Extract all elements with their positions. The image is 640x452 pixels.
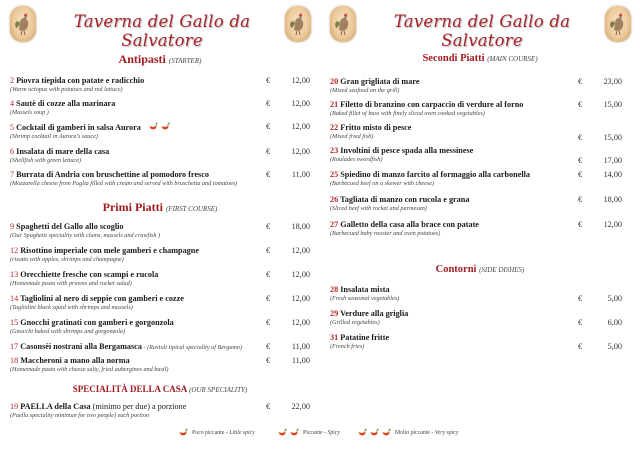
item-name: Patatine fritte	[340, 333, 390, 342]
section-title-text: Primi Piatti	[102, 200, 163, 214]
item-name-suffix: (minimo per due) a porzione	[90, 402, 187, 411]
item-description: (Homemade pasta with prawns and rocket salad)	[10, 280, 132, 287]
item-price: € 5,00	[578, 342, 622, 351]
item-description: (Tagliolini black squid with shrimps and mussels)	[10, 304, 133, 311]
item-number: 23	[330, 146, 339, 155]
item-name: Galletto della casa alla brace con patate	[340, 220, 479, 229]
item-description: (Grilled vegetables)	[330, 319, 380, 326]
legend-label: Molto piccante - Very spicy	[395, 429, 459, 436]
item-number: 6	[10, 147, 15, 156]
item-name: Spiedino di manzo farcito al formaggio alla carbonella	[340, 170, 530, 179]
item-name: Filetto di branzino con carpaccio di verdure al forno	[340, 100, 524, 109]
item-price: € 12,00	[266, 294, 310, 303]
item-name: Spaghetti del Gallo allo scoglio	[16, 222, 124, 231]
item-description: - (Ravioli tipical speciality of Bergamo)	[141, 344, 243, 351]
item-name: Gran grigliata di mare	[340, 77, 420, 86]
section-title-text: Contorni	[435, 264, 477, 275]
item-name: Sautè di cozze alla marinara	[16, 99, 116, 108]
menu-item	[10, 122, 310, 140]
legend-label: Poco piccante - Little spicy	[192, 429, 255, 436]
item-number: 29	[330, 309, 339, 318]
section-subtitle: (SIDE DISHES)	[479, 266, 525, 274]
item-name: Gnocchi gratinati con gamberi e gorgonzola	[20, 318, 174, 327]
item-number: 13	[10, 270, 19, 279]
item-description: (Fresh seasonal vegetables)	[330, 295, 400, 302]
item-name: Fritto misto di pesce	[340, 123, 412, 132]
item-price: € 11,00	[266, 170, 310, 179]
item-description: (Shellfish with green lettuce)	[10, 157, 82, 164]
item-price: € 12,00	[266, 147, 310, 156]
page-header	[0, 6, 320, 50]
menu-page-right	[320, 0, 640, 452]
item-price: € 11,00	[266, 342, 310, 351]
section-title-specialita	[0, 384, 320, 394]
item-number: 2	[10, 76, 15, 85]
item-description: (Baked fillet of bass with finely sliced oven cooked vegetables)	[330, 110, 485, 117]
menu-item	[10, 356, 310, 373]
item-number: 12	[10, 246, 19, 255]
item-price: € 12,00	[266, 76, 310, 85]
restaurant-title: Taverna del Gallo da Salvatore	[73, 12, 251, 50]
menu-item	[10, 170, 310, 187]
item-price: € 11,00	[266, 356, 310, 365]
item-name: Tagliolini al nero di seppie con gamberi e cozze	[20, 294, 184, 303]
menu-item	[10, 342, 310, 351]
item-name: Piovra tiepida con patate e radicchio	[16, 76, 145, 85]
item-description: (Our Spaghetti speciality with clams, mussels and crawfish )	[10, 232, 161, 239]
item-name: Insalata di mare della casa	[16, 147, 110, 156]
page-header	[320, 6, 640, 50]
chili-pepper-icon	[148, 122, 158, 131]
restaurant-title: Taverna del Gallo da Salvatore	[393, 12, 571, 50]
item-number: 25	[330, 170, 339, 179]
section-subtitle: (FIRST COURSE)	[165, 205, 218, 213]
item-name: Risottino imperiale con mele gamberi e champagne	[20, 246, 199, 255]
chili-pepper-icon	[178, 428, 188, 437]
item-price: € 12,00	[266, 99, 310, 108]
chili-pepper-icon	[160, 122, 170, 131]
item-description: (Mixed seafood on the grill)	[330, 87, 400, 94]
rooster-logo-icon	[285, 6, 311, 42]
item-number: 27	[330, 220, 339, 229]
section-title-antipasti	[0, 52, 320, 67]
section-title-contorni	[320, 264, 640, 275]
item-price: € 14,00	[578, 170, 622, 179]
section-subtitle: (OUR SPECIALITY)	[189, 386, 248, 394]
rooster-logo-icon	[330, 6, 356, 42]
item-description: (Shrimp cocktail in Aurora's sauce)	[10, 133, 98, 140]
item-number: 28	[330, 285, 339, 294]
menu-item	[10, 99, 310, 116]
item-description: (Mozzarella cheese from Puglia filled with cream and served with bruschetta and tomatoes)	[10, 180, 238, 187]
item-price: € 23,00	[578, 77, 622, 86]
item-price: € 18,00	[266, 222, 310, 231]
menu-item	[10, 318, 310, 335]
item-number: 17	[10, 342, 19, 351]
menu-item	[330, 170, 630, 187]
item-name: Orecchiette fresche con scampi e rucola	[20, 270, 159, 279]
menu-item	[10, 246, 310, 263]
item-number: 14	[10, 294, 19, 303]
section-title-text: SPECIALITÀ DELLA CASA	[72, 384, 187, 394]
chili-pepper-icon	[381, 428, 391, 437]
rooster-logo-icon	[605, 6, 631, 42]
legend-item-very-spicy	[357, 428, 458, 437]
chili-pepper-icon	[357, 428, 367, 437]
item-name: Burrata di Andria con bruschettine al pomodoro fresco	[16, 170, 209, 179]
item-price: € 18,00	[578, 195, 622, 204]
item-name: Casonsèi nostrani alla Bergamasca	[20, 342, 142, 351]
menu-item	[10, 222, 310, 239]
section-title-text: Secondi Piatti	[422, 53, 485, 64]
item-name: Insalata mista	[340, 285, 390, 294]
menu-item	[330, 195, 630, 212]
item-description: (Barbecued baby rooster and oven potatoes)	[330, 230, 441, 237]
item-number: 19	[10, 402, 19, 411]
section-subtitle: (MAIN COURSE)	[487, 55, 538, 63]
section-subtitle: (STARTER)	[168, 57, 202, 65]
item-number: 22	[330, 123, 339, 132]
item-number: 31	[330, 333, 339, 342]
legend-item-spicy	[277, 428, 340, 437]
menu-item	[10, 76, 310, 93]
item-description: (Mixed fried fish)	[330, 133, 374, 140]
item-number: 7	[10, 170, 15, 179]
item-name: Tagliata di manzo con rucola e grana	[340, 195, 470, 204]
menu-item	[10, 294, 310, 311]
spiciness-legend	[178, 428, 478, 442]
item-price: € 12,00	[266, 318, 310, 327]
menu-item	[10, 147, 310, 164]
menu-item	[330, 100, 630, 117]
legend-item-little-spicy	[178, 428, 255, 437]
item-number: 18	[10, 356, 19, 365]
item-number: 9	[10, 222, 15, 231]
item-price: € 12,00	[578, 220, 622, 229]
menu-item	[330, 285, 630, 302]
item-description: (Barbecued beef on a skewer with cheese)	[330, 180, 435, 187]
section-title-secondi	[320, 53, 640, 64]
menu-item	[330, 123, 630, 140]
item-price: € 22,00	[266, 402, 310, 411]
item-name: Verdure alla griglia	[340, 309, 409, 318]
item-name: PAELLA della Casa	[20, 402, 91, 411]
item-number: 20	[330, 77, 339, 86]
menu-item	[10, 402, 310, 419]
menu-item	[330, 220, 630, 237]
item-description: (risotto with apples, shrimps and champagne)	[10, 256, 124, 263]
menu-item	[330, 333, 630, 350]
item-price: € 12,00	[266, 246, 310, 255]
item-description: (Paella speciality minimun for two people) each portion	[10, 412, 150, 419]
item-number: 4	[10, 99, 15, 108]
menu-item	[330, 146, 630, 163]
item-price: € 17,00	[578, 156, 622, 165]
item-description: (Warm octopus with potatoes and red lettuce)	[10, 86, 123, 93]
item-number: 5	[10, 123, 15, 132]
item-price: € 12,00	[266, 270, 310, 279]
menu-item	[10, 270, 310, 287]
section-title-text: Antipasti	[118, 52, 166, 66]
item-description: (Roulades swordfish)	[330, 156, 383, 163]
item-price: € 12,00	[266, 122, 310, 131]
item-description: (Gnocchi baked with shrimps and gorgonzola)	[10, 328, 126, 335]
chili-pepper-icon	[289, 428, 299, 437]
item-name: Involtini di pesce spada alla messinese	[340, 146, 474, 155]
item-price: € 15,00	[578, 100, 622, 109]
item-name: Cocktail di gamberi in salsa Aurora	[16, 123, 141, 132]
item-number: 26	[330, 195, 339, 204]
item-price: € 6,00	[578, 318, 622, 327]
item-description: (Homemade pasta with cheese salty, fried aubergines and basil)	[10, 366, 169, 373]
item-price: € 5,00	[578, 294, 622, 303]
item-price: € 15,00	[578, 133, 622, 142]
item-description: (Sliced beef with rocket and parmesan)	[330, 205, 427, 212]
legend-label: Piccante - Spicy	[303, 429, 341, 436]
item-description: (Mussels soup )	[10, 109, 49, 116]
chili-pepper-icon	[277, 428, 287, 437]
menu-item	[330, 77, 630, 94]
item-description: (French fries)	[330, 343, 365, 350]
chili-pepper-icon	[369, 428, 379, 437]
item-number: 21	[330, 100, 339, 109]
menu-item	[330, 309, 630, 326]
item-number: 15	[10, 318, 19, 327]
section-title-primi	[0, 200, 320, 215]
rooster-logo-icon	[10, 6, 36, 42]
item-name: Maccheroni a mano alla norma	[20, 356, 130, 365]
